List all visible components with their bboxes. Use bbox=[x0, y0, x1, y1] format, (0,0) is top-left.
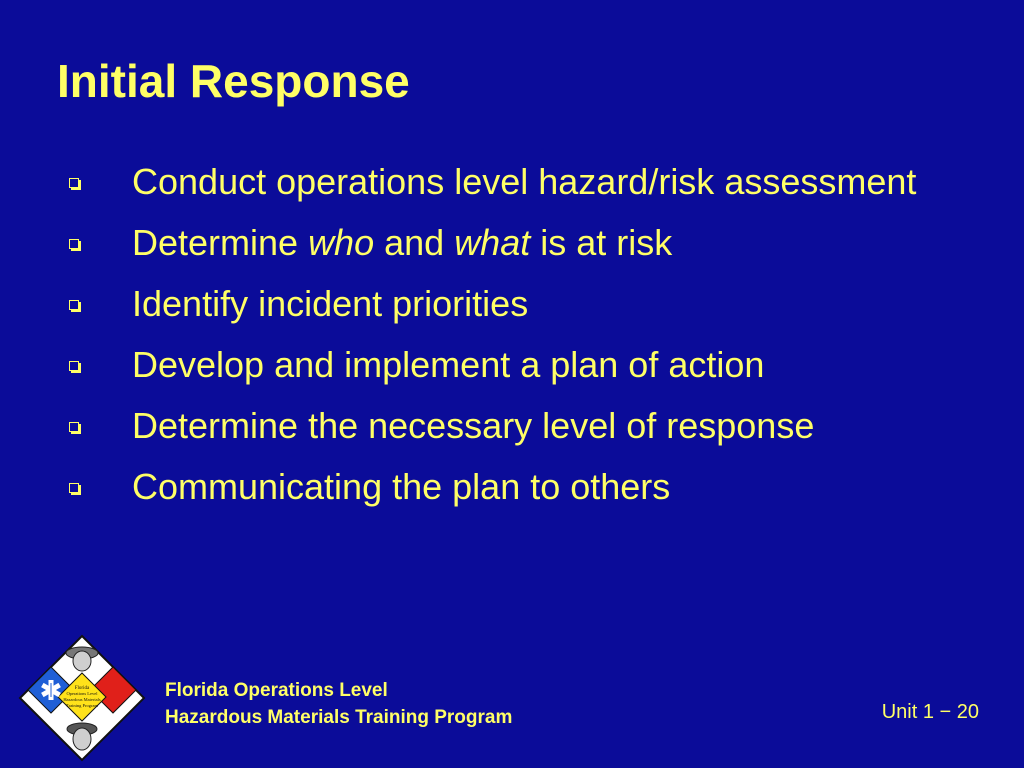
logo-text-line: Training Program bbox=[66, 703, 98, 708]
bullet-square-icon bbox=[69, 300, 79, 310]
bullet-emphasis-what: what bbox=[454, 222, 531, 263]
slide-title: Initial Response bbox=[57, 55, 410, 107]
bullet-square-icon bbox=[69, 483, 79, 493]
bullet-item bbox=[62, 462, 982, 512]
bullet-square-icon bbox=[69, 178, 79, 188]
bullet-text: Develop and implement a plan of action bbox=[132, 344, 765, 385]
bullet-square-icon bbox=[69, 361, 79, 371]
program-name-line1: Florida Operations Level bbox=[165, 680, 388, 701]
bullet-item bbox=[62, 401, 982, 451]
bullet-square-icon bbox=[69, 239, 79, 249]
bullet-text-part: and bbox=[374, 222, 455, 263]
bullet-text-part: Determine bbox=[132, 222, 309, 263]
bullet-emphasis-who: who bbox=[308, 222, 375, 263]
bullet-item bbox=[62, 279, 982, 329]
bullet-text: Identify incident priorities bbox=[132, 283, 529, 324]
bullet-item bbox=[62, 340, 982, 390]
program-name-line2: Hazardous Materials Training Program bbox=[165, 707, 513, 728]
logo-text-line: Florida bbox=[74, 686, 90, 691]
bullet-text bbox=[132, 222, 672, 263]
bullet-text: Determine the necessary level of response bbox=[132, 405, 815, 446]
bullet-text-part: is at risk bbox=[530, 222, 673, 263]
logo-text-line: Hazardous Materials bbox=[63, 697, 101, 702]
bullet-text: Conduct operations level hazard/risk assessment bbox=[132, 161, 917, 202]
bullet-list bbox=[62, 157, 982, 523]
logo-text-line: Operations Level bbox=[66, 691, 98, 696]
bullet-text: Communicating the plan to others bbox=[132, 466, 671, 507]
bullet-square-icon bbox=[69, 422, 79, 432]
bullet-item bbox=[62, 157, 982, 207]
program-logo bbox=[18, 633, 146, 763]
program-name bbox=[165, 677, 512, 731]
slide-number: Unit 1 − 20 bbox=[881, 701, 979, 723]
bullet-item bbox=[62, 218, 982, 268]
